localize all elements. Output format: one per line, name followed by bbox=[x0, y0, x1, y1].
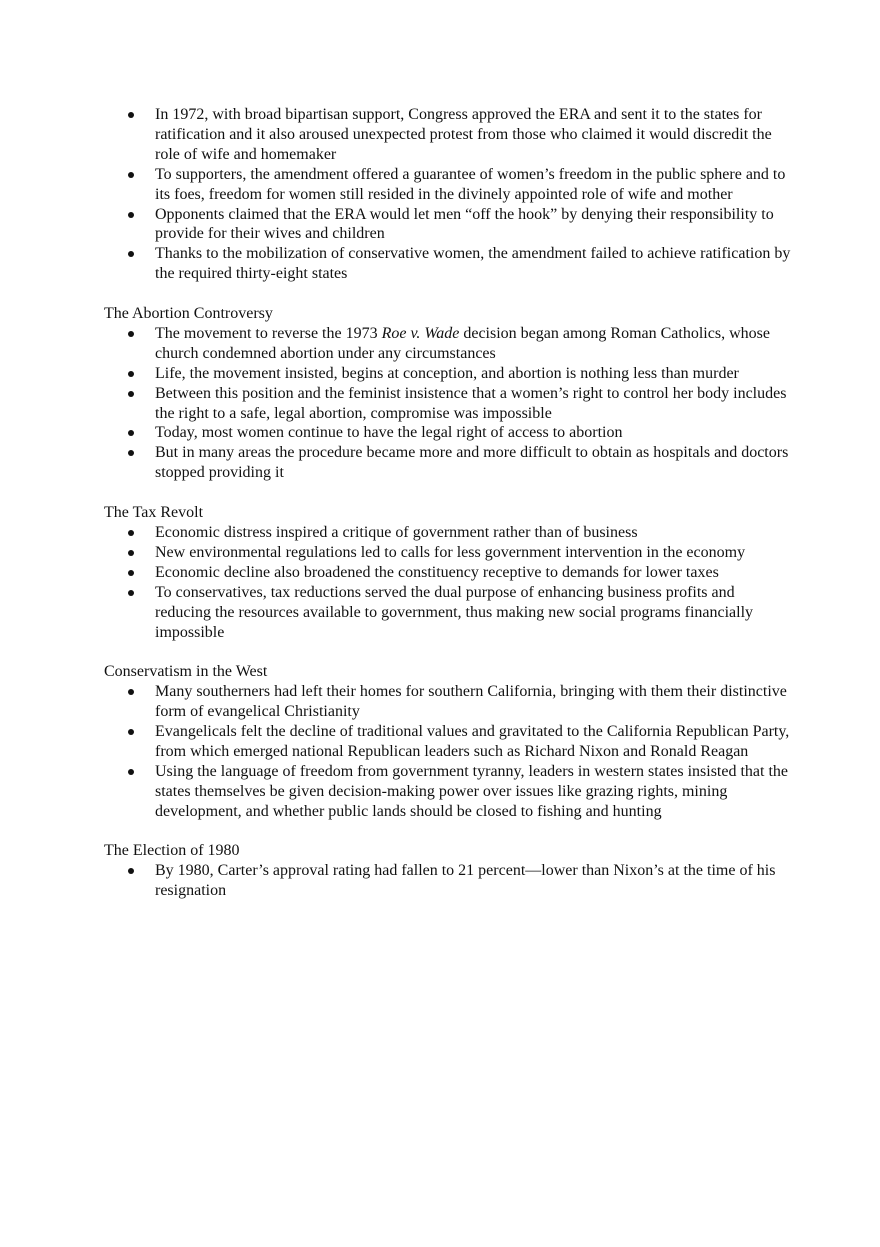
bullet-text: To supporters, the amendment offered a guarantee of women’s freedom in the public sphere and to its foes, freedom for women still resided in the divinely appointed role of wife and mother bbox=[155, 165, 786, 203]
bullet-icon bbox=[128, 868, 134, 874]
section bbox=[104, 841, 794, 901]
bullet-item bbox=[104, 165, 794, 205]
bullet-item bbox=[104, 523, 794, 543]
section bbox=[104, 503, 794, 642]
bullet-text: To conservatives, tax reductions served the dual purpose of enhancing business profits and reducing the resources available to government, thus making new social programs financially impossible bbox=[155, 583, 754, 641]
bullet-icon bbox=[128, 729, 134, 735]
bullet-item bbox=[104, 583, 794, 643]
bullet-list bbox=[104, 523, 794, 642]
bullet-item bbox=[104, 543, 794, 563]
bullet-text: In 1972, with broad bipartisan support, Congress approved the ERA and sent it to the states for ratification and it also aroused unexpected protest from those who claimed it would discredit the role of wife and homemaker bbox=[155, 106, 772, 163]
bullet-text: New environmental regulations led to calls for less government intervention in the economy bbox=[155, 543, 746, 561]
bullet-text: Today, most women continue to have the legal right of access to abortion bbox=[155, 424, 623, 442]
bullet-icon bbox=[128, 590, 134, 596]
bullet-icon bbox=[128, 450, 134, 456]
bullet-item bbox=[104, 364, 794, 384]
bullet-item bbox=[104, 563, 794, 583]
bullet-icon bbox=[128, 251, 134, 257]
case-title: Roe v. Wade bbox=[381, 324, 460, 342]
section-heading: The Tax Revolt bbox=[104, 504, 204, 522]
bullet-item bbox=[104, 384, 794, 424]
bullet-text: Using the language of freedom from government tyranny, leaders in western states insisted that the states themselves be given decision-making power over issues like grazing rights, mining development, and whether public lands should be closed to fishing and hunting bbox=[155, 762, 788, 820]
bullet-item bbox=[104, 722, 794, 762]
bullet-item bbox=[104, 324, 794, 364]
bullet-item bbox=[104, 423, 794, 443]
bullet-icon bbox=[128, 391, 134, 397]
bullet-list bbox=[104, 682, 794, 821]
bullet-item bbox=[104, 861, 794, 901]
bullet-text: Economic distress inspired a critique of government rather than of business bbox=[155, 524, 638, 541]
bullet-text: decision began among Roman Catholics, whose church condemned abortion under any circumstances bbox=[155, 324, 770, 362]
section-heading: The Election of 1980 bbox=[104, 842, 240, 860]
bullet-icon bbox=[128, 530, 134, 536]
bullet-text: Economic decline also broadened the constituency receptive to demands for lower taxes bbox=[155, 563, 719, 581]
bullet-icon bbox=[128, 212, 134, 218]
notes-body bbox=[104, 105, 794, 901]
section bbox=[104, 105, 794, 284]
bullet-item bbox=[104, 205, 794, 245]
section bbox=[104, 662, 794, 821]
bullet-text: Thanks to the mobilization of conservative women, the amendment failed to achieve ratification by the required thirty-eight states bbox=[155, 245, 791, 283]
bullet-icon bbox=[128, 331, 134, 337]
bullet-icon bbox=[128, 430, 134, 436]
bullet-list bbox=[104, 324, 794, 483]
section bbox=[104, 304, 794, 483]
bullet-text: The movement to reverse the 1973 bbox=[155, 324, 382, 342]
bullet-text: Life, the movement insisted, begins at conception, and abortion is nothing less than murder bbox=[155, 364, 739, 382]
bullet-text: Many southerners had left their homes for southern California, bringing with them their distinctive form of evangelical Christianity bbox=[155, 683, 787, 721]
bullet-item bbox=[104, 105, 794, 165]
bullet-item bbox=[104, 682, 794, 722]
bullet-icon bbox=[128, 172, 134, 178]
section-heading: Conservatism in the West bbox=[104, 663, 268, 681]
bullet-icon bbox=[128, 371, 134, 377]
bullet-text: Opponents claimed that the ERA would let men “off the hook” by denying their responsibility to provide for their wives and children bbox=[155, 205, 774, 243]
bullet-item bbox=[104, 244, 794, 284]
bullet-text: But in many areas the procedure became more and more difficult to obtain as hospitals and doctors stopped providing it bbox=[155, 444, 789, 482]
bullet-text: Between this position and the feminist insistence that a women’s right to control her body includes the right to a safe, legal abortion, compromise was impossible bbox=[155, 384, 787, 422]
bullet-list bbox=[104, 861, 794, 901]
bullet-icon bbox=[128, 112, 134, 118]
bullet-text: By 1980, Carter’s approval rating had fallen to 21 percent—lower than Nixon’s at the time of his resignation bbox=[155, 862, 776, 900]
bullet-item bbox=[104, 443, 794, 483]
bullet-icon bbox=[128, 570, 134, 576]
bullet-item bbox=[104, 762, 794, 822]
bullet-text: Evangelicals felt the decline of traditional values and gravitated to the California Republican Party, from which emerged national Republican leaders such as Richard Nixon and Ronald Reagan bbox=[155, 723, 790, 760]
bullet-icon bbox=[128, 769, 134, 775]
bullet-icon bbox=[128, 689, 134, 695]
bullet-icon bbox=[128, 550, 134, 556]
section-heading: The Abortion Controversy bbox=[104, 305, 273, 323]
bullet-list bbox=[104, 105, 794, 284]
